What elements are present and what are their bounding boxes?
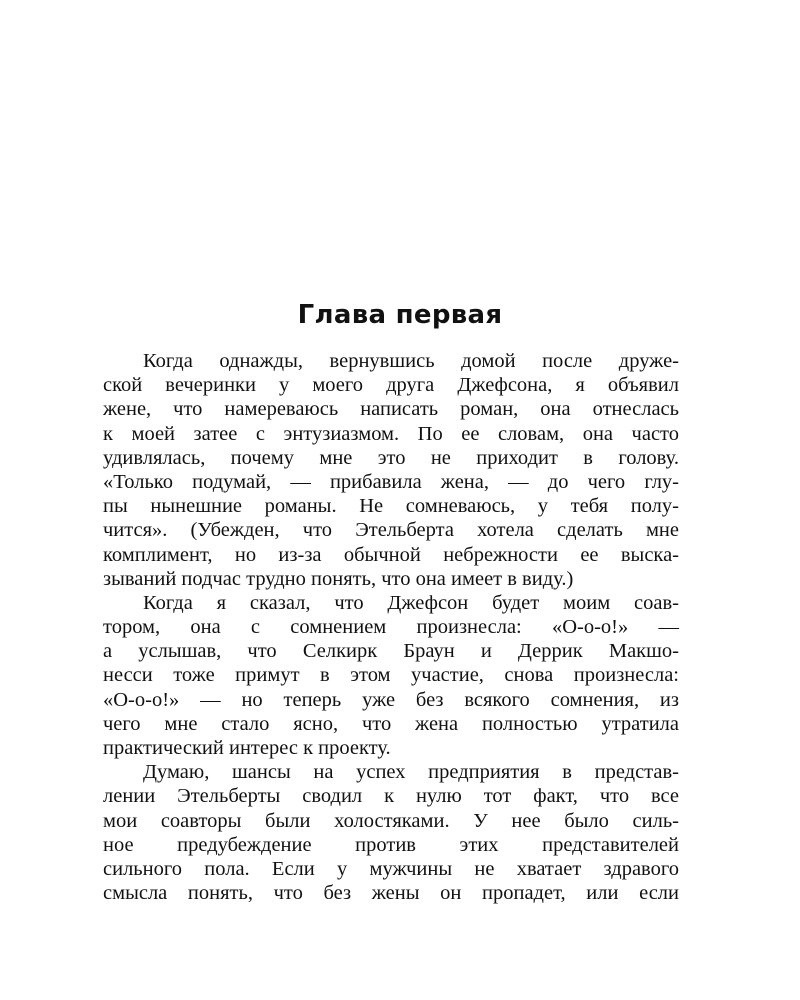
text-line: Думаю, шансы на успех предприятия в представ- <box>143 761 679 784</box>
chapter-title: Глава первая <box>297 300 503 330</box>
text-line: ской вечеринки у моего друга Джефсона, я объявил <box>103 374 679 397</box>
text-line: Когда я сказал, что Джефсон будет моим соав- <box>143 591 679 614</box>
text-line: сильного пола. Если у мужчины не хватает здравого <box>103 857 679 880</box>
text-line: пы нынешние романы. Не сомневаюсь, у тебя полу- <box>103 495 679 518</box>
text-line: зываний подчас трудно понять, что она имеет в виду.) <box>103 567 574 590</box>
text-line: чего мне стало ясно, что жена полностью утратила <box>103 712 679 735</box>
paragraph <box>103 591 679 760</box>
paragraph <box>103 349 679 591</box>
text-line: несси тоже примут в этом участие, снова произнесла: <box>103 664 679 687</box>
text-line: тором, она с сомнением произнесла: «О-о-о!» — <box>103 616 679 639</box>
text-line: Когда однажды, вернувшись домой после друже- <box>143 350 679 372</box>
text-line: «О-о-о!» — но теперь уже без всякого сомнения, из <box>103 688 679 711</box>
text-line: лении Этельберты сводил к нулю тот факт, что все <box>103 785 679 808</box>
text-line: «Только подумай, — прибавила жена, — до чего глу- <box>103 470 679 493</box>
text-line: практический интерес к проекту. <box>103 737 391 759</box>
paragraph <box>103 760 679 905</box>
text-line: чится». (Убежден, что Этельберта хотела сделать мне <box>103 519 679 542</box>
text-line: удивлялась, почему мне это не приходит в голову. <box>103 446 679 469</box>
text-line: комплимент, но из-за обычной небрежности ее выска- <box>103 543 679 566</box>
text-line: мои соавторы были холостяками. У нее было силь- <box>103 809 679 832</box>
text-line: ное предубеждение против этих представителей <box>103 833 679 856</box>
text-line: а услышав, что Селкирк Браун и Деррик Макшо- <box>103 640 679 663</box>
text-line: смысла понять, что без жены он пропадет, или если <box>103 882 679 905</box>
text-line: к моей затее с энтузиазмом. По ее словам, она часто <box>103 422 679 445</box>
text-line: жене, что намереваюсь написать роман, она отнеслась <box>103 398 679 421</box>
body-text <box>103 349 679 905</box>
